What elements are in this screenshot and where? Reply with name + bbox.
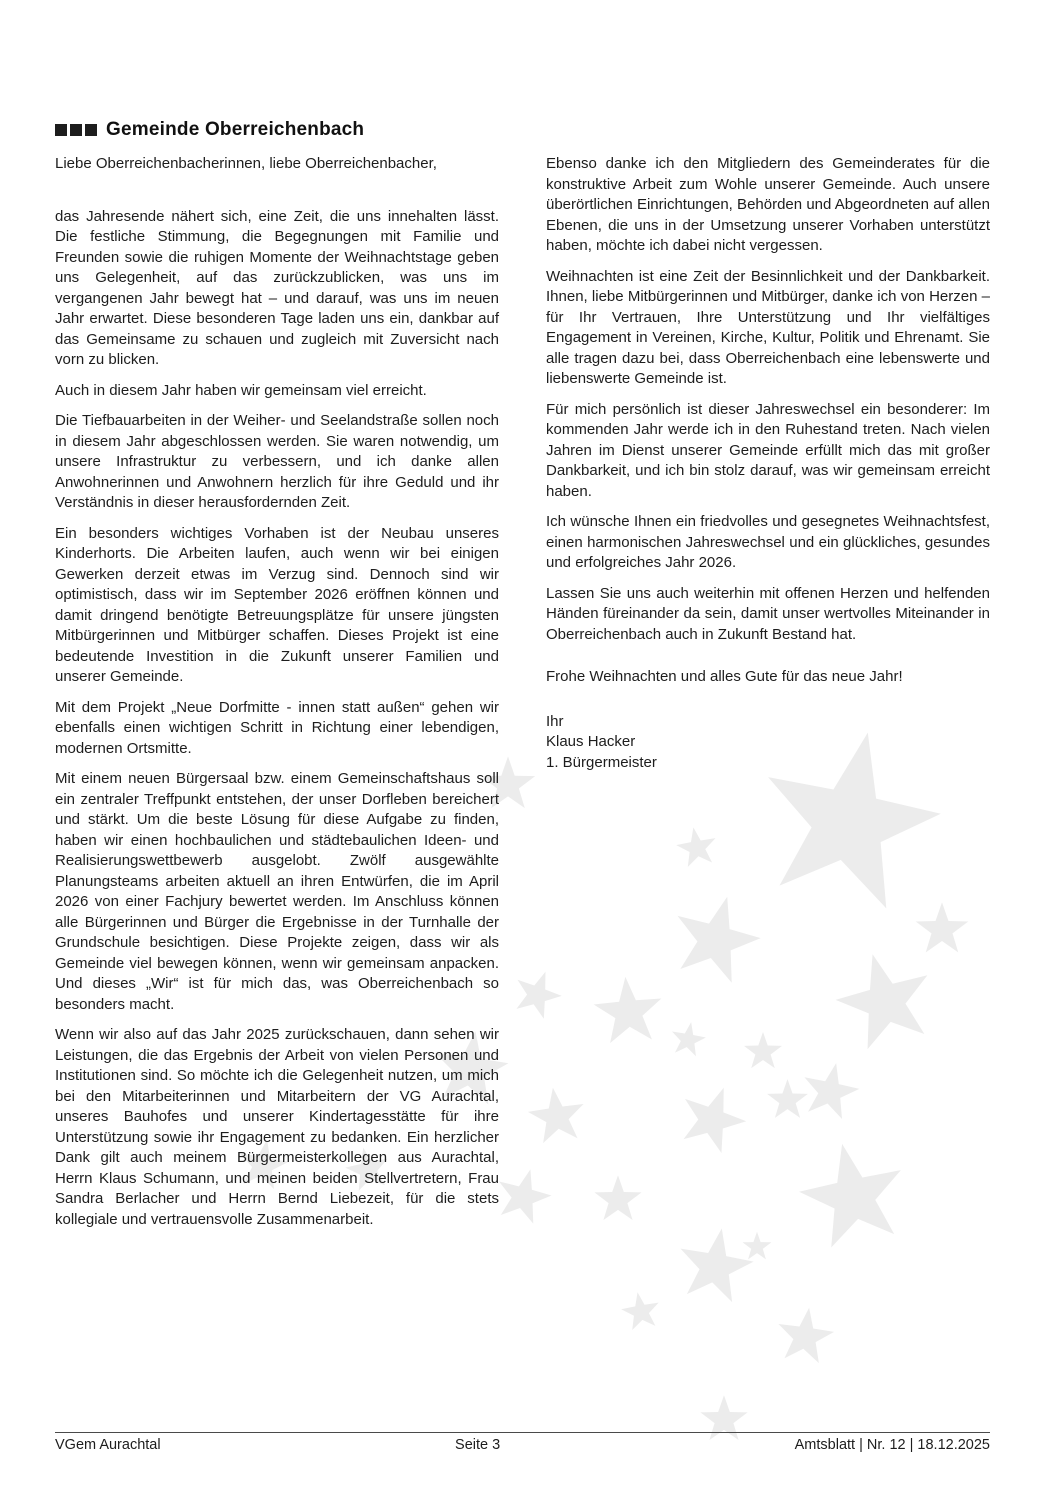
paragraph: Auch in diesem Jahr haben wir gemeinsam viel erreicht. — [55, 381, 427, 399]
section-title: Gemeinde Oberreichenbach — [106, 119, 365, 140]
star-icon — [770, 1302, 840, 1372]
signature-line: Klaus Hacker — [546, 733, 636, 750]
footer-publisher: VGem Aurachtal — [55, 1437, 161, 1453]
right-column — [546, 154, 990, 1240]
paragraph: Ich wünsche Ihnen ein friedvolles und gesegnetes Weihnachtsfest, einen harmonischen Jahreswechsel und ein glückliches, gesundes und erfolgreiches Jahr 2026. — [546, 513, 990, 571]
paragraph: Ein besonders wichtiges Vorhaben ist der Neubau unseres Kinderhorts. Die Arbeiten laufen, auch wenn wir bei einigen Gewerken derzeit etwas im Verzug sind. Dennoch sind wir optimistisch, dass wir im September 2026 eröffnen können und damit dringend benötigte Betreuungsplätze für unsere jüngsten Mitbürgerinnen und Mitbürger schaffen. Dieses Projekt ist eine bedeutende Investition in die Zukunft unserer Familien und unserer Gemeinde. — [55, 524, 499, 685]
square-bullet-icon — [70, 124, 82, 136]
page-content — [55, 119, 990, 1240]
signature-block — [546, 712, 990, 774]
paragraph: Die Tiefbauarbeiten in der Weiher- und Seelandstraße sollen noch in diesem Jahr abgeschlossen werden. Sie waren notwendig, um unsere Infrastruktur zu verbessern, und ich danke allen Anwohnerinnen und Anwohnern herzlich für ihre Geduld und ihr Verständnis in dieser herausfordernden Zeit. — [55, 412, 499, 511]
left-column — [55, 154, 499, 1240]
right-paragraphs — [546, 154, 990, 645]
left-paragraphs — [55, 207, 499, 1231]
star-icon — [617, 1288, 666, 1337]
paragraph: Mit einem neuen Bürgersaal bzw. einem Gemeinschaftshaus soll ein zentraler Treffpunkt entstehen, der unser Dorfleben bereichert und stärkt. Um die beste Lösung für diese Aufgabe zu finden, haben wir einen hochbaulichen und städtebaulichen Ideen- und Realisierungswettbewerb ausgelobt. Zwölf ausgewählte Planungsteams arbeiten aktuell an ihren Entwürfen, die im April 2026 von einer Fachjury bewertet werden. Im Anschluss können alle Bürgerinnen und Bürger die Ergebnisse in der Turnhalle der Grundschule besichtigen. Diese Projekte zeigen, dass wir als Gemeinde viel bewegen können, wenn wir gemeinsam anpacken. Und dieses „Wir“ ist für mich das, was Oberreichenbach so besonders macht. — [55, 770, 499, 1013]
footer-issue-info: Amtsblatt | Nr. 12 | 18.12.2025 — [794, 1437, 990, 1453]
paragraph: Mit dem Projekt „Neue Dorfmitte - innen statt außen“ gehen wir ebenfalls einen wichtigen Schritt in Richtung einer lebendigen, modernen Ortsmitte. — [55, 698, 499, 757]
two-column-layout — [55, 154, 990, 1240]
page-footer — [55, 1432, 990, 1453]
salutation-paragraph: Liebe Oberreichenbacherinnen, liebe Oberreichenbacher, — [55, 155, 437, 172]
paragraph: Ebenso danke ich den Mitgliedern des Gemeinderates für die konstruktive Arbeit zum Wohle unserer Gemeinde. Auch unsere überörtlichen Einrichtungen, Behörden und Abgeordneten auf allen Ebenen, die uns in der Umsetzung unserer Vorhaben unterstützt haben, möchte ich dabei nicht vergessen. — [546, 155, 990, 254]
section-heading — [55, 119, 990, 141]
signature-line: Ihr — [546, 712, 564, 730]
paragraph: Lassen Sie uns auch weiterhin mit offenen Herzen und helfenden Händen füreinander da sein, damit unser wertvolles Miteinander in Oberreichenbach auch in Zukunft Bestand hat. — [546, 584, 990, 643]
square-bullet-icon — [55, 124, 67, 136]
heading-squares-icon — [55, 124, 97, 136]
closing-line: Frohe Weihnachten und alles Gute für das neue Jahr! — [546, 668, 903, 685]
paragraph: Wenn wir also auf das Jahr 2025 zurückschauen, dann sehen wir Leistungen, die das Ergebnis der Arbeit von vielen Personen und Institutionen sind. So möchte ich die Gelegenheit nutzen, um mich bei den Mitarbeiterinnen und Mitarbeitern der VG Aurachtal, unseres Bauhofes und unserer Kindertagesstätte für ihre Unterstützung sowie ihr Engagement zu bedanken. Ein herzlicher Dank gilt auch meinem Bürgermeisterkollegen aus Aurachtal, Herrn Klaus Schumann, und meinen beiden Stellvertretern, Frau Sandra Berlacher und Herrn Bernd Liebezeit, für die stets kollegiale und vertrauensvolle Zusammenarbeit. — [55, 1026, 499, 1228]
square-bullet-icon — [85, 124, 97, 136]
paragraph: Weihnachten ist eine Zeit der Besinnlichkeit und der Dankbarkeit. Ihnen, liebe Mitbürgerinnen und Mitbürger, danke ich von Herzen – für Ihr Vertrauen, Ihre Unterstützung und Ihr vielfältiges Engagement in Vereinen, Kirche, Kultur, Politik und Ehrenamt. Sie alle tragen dazu bei, dass Oberreichenbach eine lebenswerte und liebenswerte Gemeinde ist. — [546, 267, 990, 387]
footer-page-number: Seite 3 — [455, 1437, 501, 1453]
paragraph: Für mich persönlich ist dieser Jahreswechsel ein besonderer: Im kommenden Jahr werde ich in den Ruhestand treten. Nach vielen Jahren im Dienst unserer Gemeinde erfüllt mich das mit großer Dankbarkeit, und ich bin stolz darauf, was wir gemeinsam erreicht haben. — [546, 400, 990, 500]
signature-line: 1. Bürgermeister — [546, 753, 657, 771]
paragraph: das Jahresende nähert sich, eine Zeit, die uns innehalten lässt. Die festliche Stimmung, die Begegnungen mit Familie und Freunden sowie die ruhigen Momente der Weihnachtstage geben uns Gelegenheit, auf das zurückzublicken, was uns im vergangenen Jahr bewegt hat – und darauf, was uns im neuen Jahr erwartet. Diese besonderen Tage laden uns ein, dankbar auf das Gemeinsame zu schauen und zugleich mit Zuversicht nach vorn zu blicken. — [55, 207, 499, 368]
